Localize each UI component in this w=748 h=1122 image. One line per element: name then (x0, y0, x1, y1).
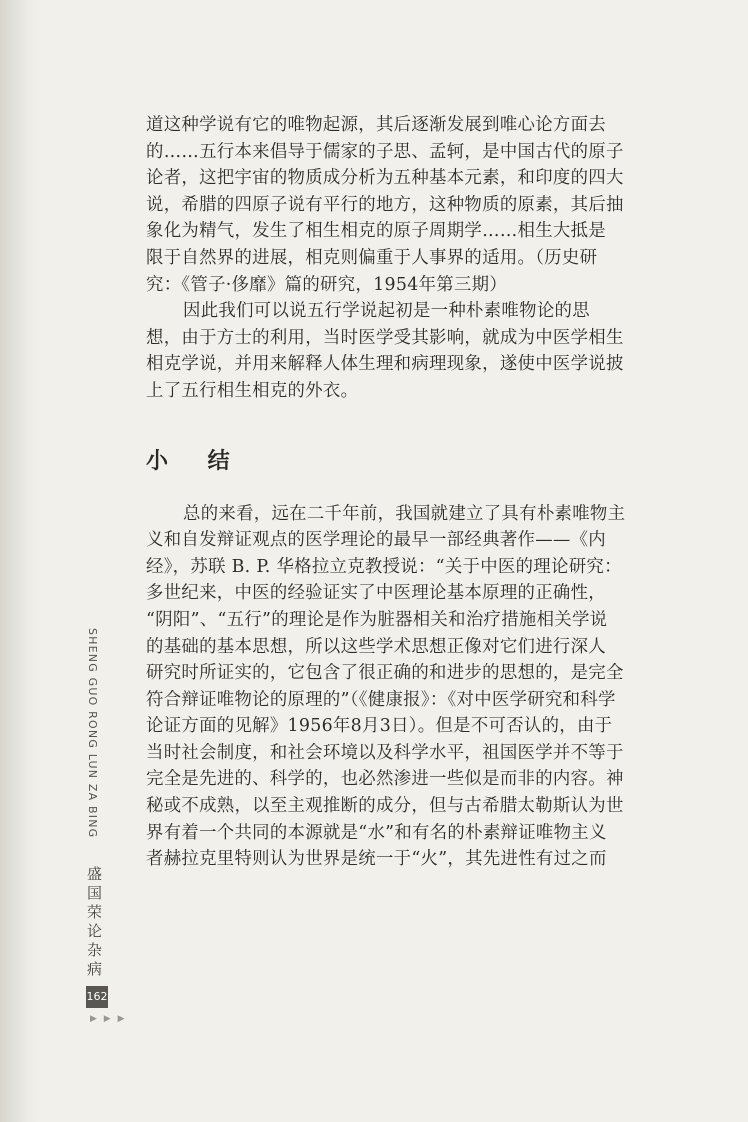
text-line: 秘或不成熟，以至主观推断的成分，但与古希腊太勒斯认为世 (146, 796, 624, 817)
text-line: 道这种学说有它的唯物起源，其后逐渐发展到唯心论方面去 (146, 115, 606, 135)
running-title (80, 628, 110, 988)
body-text (146, 112, 668, 873)
text-line: 总的来看，远在二千年前，我国就建立了具有朴素唯物主 (183, 503, 626, 524)
text-line: 多世纪来，中医的经验证实了中医理论基本原理的正确性， (146, 583, 606, 604)
text-line: 符合辩证唯物论的原理的”（《健康报》：《对中医学研究和科学 (146, 689, 616, 710)
text-line: 说，希腊的四原子说有平行的地方，这种物质的原素，其后抽 (146, 194, 624, 215)
page-number: 162 (86, 986, 108, 1008)
text-line: 论者，这把宇宙的物质成分析为五种基本元素，和印度的四大 (146, 168, 624, 189)
section-heading: 小 结 (146, 448, 246, 474)
paragraph-3 (146, 501, 668, 873)
paragraph-2 (146, 298, 668, 404)
text-line: 因此我们可以说五行学说起初是一种朴素唯物论的思 (183, 301, 590, 322)
text-line: 当时社会制度，和社会环境以及科学水平，祖国医学并不等于 (146, 742, 624, 763)
text-line: 想，由于方士的利用，当时医学受其影响，就成为中医学相生 (146, 327, 624, 348)
triangle-arrows-icon: ▶ ▶ ▶ (90, 1014, 127, 1024)
text-line: 论证方面的见解》1956年8月3日）。但是不可否认的，由于 (146, 716, 613, 737)
running-title-chinese: 盛国荣论杂病 (85, 866, 103, 980)
text-line: 义和自发辩证观点的医学理论的最早一部经典著作——《内 (146, 530, 606, 551)
text-line: 相克学说，并用来解释人体生理和病理现象，遂使中医学说披 (146, 354, 624, 375)
text-line: 上了五行相生相克的外衣。 (146, 380, 359, 401)
text-line: 完全是先进的、科学的，也必然渗进一些似是而非的内容。神 (146, 769, 624, 790)
text-line: 的……五行本来倡导于儒家的子思、孟轲，是中国古代的原子 (146, 141, 624, 162)
text-line: 经》，苏联 B. P. 华格拉立克教授说：“关于中医的理论研究： (146, 556, 622, 577)
text-line: 界有着一个共同的本源就是“水”和有名的朴素辩证唯物主义 (146, 822, 607, 843)
text-line: 限于自然界的进展，相克则偏重于人事界的适用。（历史研 (146, 247, 598, 268)
text-line: 研究时所证实的，它包含了很正确的和进步的思想的，是完全 (146, 663, 624, 684)
running-title-pinyin: SHENG GUO RONG LUN ZA BING (86, 628, 99, 839)
text-line: 象化为精气，发生了相生相克的原子周期学……相生大抵是 (146, 221, 606, 242)
page-gutter-shadow (0, 0, 40, 1122)
text-line: “阴阳”、“五行”的理论是作为脏器相关和治疗措施相关学说 (146, 609, 608, 630)
text-line: 的基础的基本思想，所以这些学术思想正像对它们进行深人 (146, 636, 606, 657)
paragraph-1 (146, 112, 668, 298)
text-line: 者赫拉克里特则认为世界是统一于“火”，其先进性有过之而 (146, 849, 607, 870)
text-line: 究：《管子·侈靡》篇的研究，1954年第三期） (146, 274, 508, 295)
